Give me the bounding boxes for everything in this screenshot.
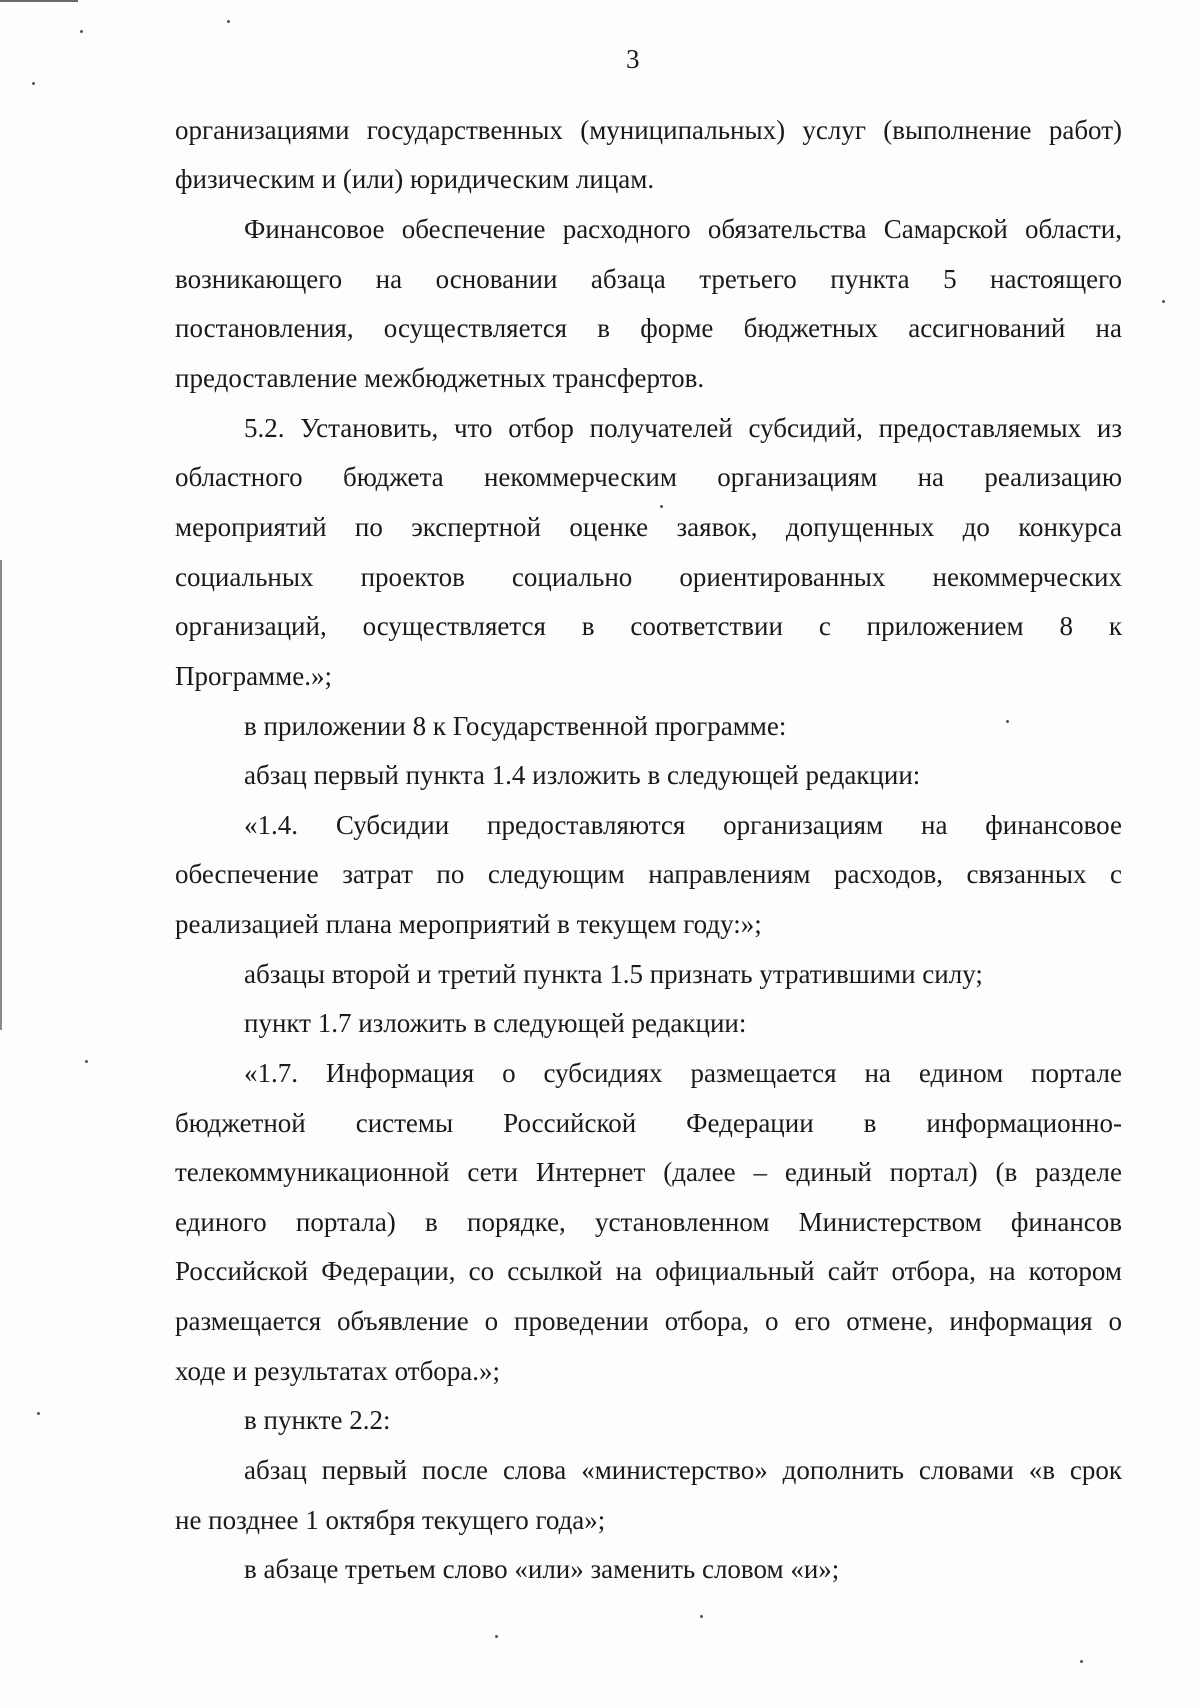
- text-line: не позднее 1 октября текущего года»;: [175, 1505, 606, 1535]
- text-line: физическим и (или) юридическим лицам.: [175, 164, 655, 194]
- text-line: бюджетной системы Российской Федерации в информационно-: [175, 1108, 1122, 1138]
- text-line: в абзаце третьем слово «или» заменить словом «и»;: [244, 1554, 840, 1584]
- text-line: в приложении 8 к Государственной программе:: [244, 711, 787, 741]
- text-line: областного бюджета некоммерческим организациям на реализацию: [175, 462, 1122, 492]
- text-line: постановления, осуществляется в форме бюджетных ассигнований на: [175, 313, 1122, 343]
- text-line: социальных проектов социально ориентированных некоммерческих: [175, 562, 1122, 592]
- text-line: Российской Федерации, со ссылкой на официальный сайт отбора, на котором: [175, 1256, 1122, 1286]
- text-line: обеспечение затрат по следующим направлениям расходов, связанных с: [175, 859, 1122, 889]
- scan-edge-mark: [0, 0, 78, 2]
- text-line: в пункте 2.2:: [244, 1405, 391, 1435]
- scan-speck: [660, 505, 663, 508]
- text-line: Программе.»;: [175, 661, 332, 691]
- scan-speck: [85, 1060, 88, 1063]
- scan-speck: [700, 1615, 703, 1618]
- text-line: телекоммуникационной сети Интернет (далее – единый портал) (в разделе: [175, 1157, 1122, 1187]
- scan-speck: [227, 20, 230, 23]
- text-line: 5.2. Установить, что отбор получателей субсидий, предоставляемых из: [244, 413, 1122, 443]
- text-line: единого портала) в порядке, установленном Министерством финансов: [175, 1207, 1122, 1237]
- scan-speck: [37, 1412, 40, 1415]
- text-line: возникающего на основании абзаца третьего пункта 5 настоящего: [175, 264, 1122, 294]
- scan-speck: [1162, 300, 1165, 303]
- text-line: пункт 1.7 изложить в следующей редакции:: [244, 1008, 747, 1038]
- text-line: абзацы второй и третий пункта 1.5 признать утратившими силу;: [244, 959, 983, 989]
- text-line: мероприятий по экспертной оценке заявок, допущенных до конкурса: [175, 512, 1122, 542]
- text-line: предоставление межбюджетных трансфертов.: [175, 363, 705, 393]
- scan-speck: [1006, 720, 1009, 723]
- text-line: реализацией плана мероприятий в текущем году:»;: [175, 909, 762, 939]
- text-line: организациями государственных (муниципальных) услуг (выполнение работ): [175, 115, 1122, 145]
- scan-speck: [32, 82, 35, 85]
- text-line: «1.4. Субсидии предоставляются организациям на финансовое: [244, 810, 1122, 840]
- text-line: размещается объявление о проведении отбора, о его отмене, информация о: [175, 1306, 1122, 1336]
- text-line: Финансовое обеспечение расходного обязательства Самарской области,: [244, 214, 1122, 244]
- text-line: «1.7. Информация о субсидиях размещается на едином портале: [244, 1058, 1122, 1088]
- scan-speck: [80, 30, 83, 33]
- scan-edge-shadow: [0, 560, 2, 1030]
- text-line: ходе и результатах отбора.»;: [175, 1356, 501, 1386]
- text-line: абзац первый пункта 1.4 изложить в следующей редакции:: [244, 760, 921, 790]
- text-line: организаций, осуществляется в соответствии с приложением 8 к: [175, 611, 1122, 641]
- text-line: абзац первый после слова «министерство» дополнить словами «в срок: [244, 1455, 1122, 1485]
- scan-speck: [1080, 1660, 1083, 1663]
- page-number: 3: [626, 44, 640, 74]
- scan-speck: [495, 1635, 498, 1638]
